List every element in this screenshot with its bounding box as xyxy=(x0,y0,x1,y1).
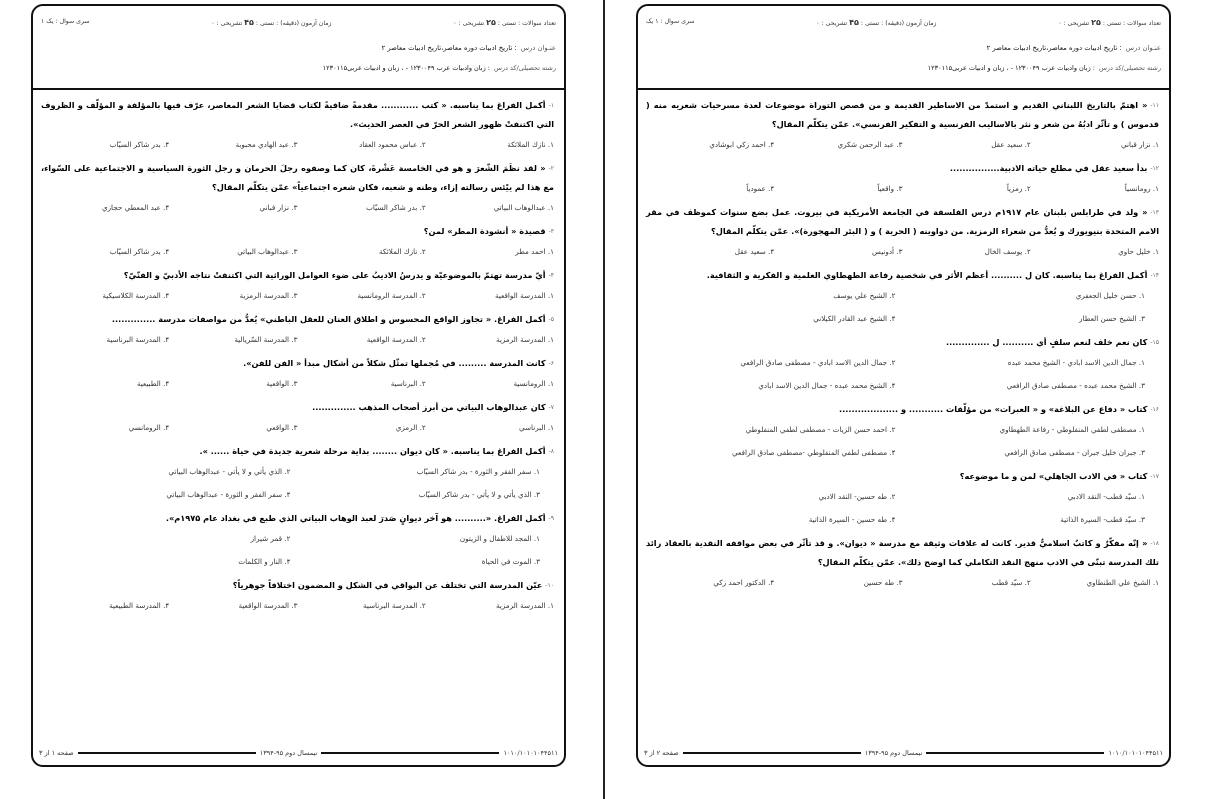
answer-option[interactable]: ۱. نزار قباني xyxy=(1121,140,1159,149)
question-text: كان عبدالوهاب البياتي من أبرز أصحاب المذهب .............. xyxy=(312,402,546,412)
question-number: ۱۰- xyxy=(545,582,554,589)
answer-option[interactable]: ۳. سيّد قطب- السيرة الذاتية xyxy=(1060,515,1145,524)
question-number: ۱۳- xyxy=(1150,209,1159,216)
question-item xyxy=(646,96,1159,149)
answer-option[interactable]: ۴. عمودياً xyxy=(746,184,775,193)
question-item xyxy=(41,576,554,610)
question-stem xyxy=(646,159,1159,178)
answer-option[interactable]: ۴. سعيد عقل xyxy=(734,247,775,256)
course-title: عنـوان درس: تاریخ ادبیات دوره معاصر،تاریخ ادبیات معاصر ۲ xyxy=(381,44,556,52)
answer-option[interactable]: ۳. عبد الهادي محبوبة xyxy=(235,140,298,149)
question-count: تعداد سوالات : تستی : ۲۵ تشریحی : ۰ xyxy=(453,18,556,27)
question-number: ۶- xyxy=(548,360,554,367)
question-item xyxy=(646,400,1159,457)
field-code: رشته تحصیلی/کد درس: زبان وادبیات عرب ۱۲۳۰۰۴۹ - ، زبان و ادبیات عربی۱۲۳۰۱۱۵ xyxy=(322,64,556,72)
answer-option[interactable]: ۴. طه حسين - السيرة الذاتية xyxy=(808,515,896,524)
answer-options xyxy=(646,140,1159,149)
answer-option[interactable]: ۱. البرناسي xyxy=(519,423,554,432)
exam-time: زمان آزمون (دقیقه) : تستی : ۴۵ تشریحی : ۰ xyxy=(816,18,937,27)
answer-option[interactable]: ۱. سفر الفقر و الثورة - بدر شاكر السيّاب xyxy=(416,467,540,476)
answer-option[interactable]: ۳. المدرسة السّريالية xyxy=(234,335,298,344)
answer-option[interactable]: ۴. الشيخ محمد عبده - جمال الدين الاسد ابادي xyxy=(758,381,896,390)
question-text: قصيدة « أنشودة المطر» لمن؟ xyxy=(423,226,546,236)
question-stem xyxy=(41,576,554,595)
answer-option[interactable]: ۲. احمد حسن الزيات - مصطفى لطفي المنفلوطي xyxy=(745,425,896,434)
answer-options xyxy=(646,425,1159,457)
header-separator xyxy=(638,88,1169,90)
header-separator xyxy=(33,88,564,90)
exam-page-1 xyxy=(31,4,566,767)
footer-page: صفحه ۱ از ۳ xyxy=(39,749,74,757)
answer-option[interactable]: ۱. مصطفى لطفي المنفلوطي - رفاعة الطهطاوي xyxy=(999,425,1145,434)
answer-options xyxy=(646,247,1159,256)
exam-header xyxy=(33,6,564,88)
exam-footer xyxy=(39,747,558,759)
center-divider xyxy=(603,0,605,799)
question-number: ۱۱- xyxy=(1150,102,1159,109)
series-label: سری سوال : ۱ یک xyxy=(646,18,695,25)
question-text: أكمل الفراغ. « تجاوز الواقع المحسوس و اطلاق العنان للعقل الباطني» يُعدُّ من مواصفات مدرسة .............. xyxy=(111,314,546,324)
question-item xyxy=(41,442,554,499)
question-text: « إنّه مفكّرٌ و كاتبٌ اسلاميٌّ قدير. كانت له علاقات وثيقة مع مدرسة « ديوان». و قد تأثّر في بعض مواقفه النقدية بالعقاد رائد تلك المدرسة تبنّى في الادب منهج النقد التكاملي كما اوضح ذلك». عمّن يتكلّم المقال؟ xyxy=(646,538,1159,567)
answer-option[interactable]: ۳. طه حسين xyxy=(863,578,903,587)
answer-option[interactable]: ۲. قمر شيراز xyxy=(250,534,291,543)
question-number: ۸- xyxy=(548,448,554,455)
question-text: « اهتمّ بالتاريخ اللبناني القديم و استمدّ من الاساطير القديمة و من قصص التوراة موضوعات لعدة مسرحيات شعريه منه ( قدموس ) و تأثّر ادبُهُ من شعر و نثر بالاساليب الفرنسية و التفكير الفرنسي». عمّن يتكلّم المقال؟ xyxy=(646,100,1159,129)
answer-option[interactable]: ۲. الذي يأتي و لا يأتي - عبدالوهاب البياتي xyxy=(168,467,291,476)
question-stem xyxy=(646,467,1159,486)
question-stem xyxy=(646,96,1159,134)
answer-option[interactable]: ۱. حسن خليل الجعفري xyxy=(1075,291,1145,300)
answer-option[interactable]: ۳. الواقعي xyxy=(266,423,298,432)
answer-option[interactable]: ۲. المدرسة الرومانسية xyxy=(357,291,426,300)
question-item xyxy=(41,159,554,212)
answer-option[interactable]: ۴. الدكتور احمد زكي xyxy=(713,578,775,587)
question-stem xyxy=(41,266,554,285)
question-text: « ولد في طرابلس بلبنان عام ۱۹۱۷م درس الفلسفة في الجامعة الأمريكية في بيروت. عمل بضع سنوات كموظف في مقر الامم المتحدة بنيويورك و يُعدُّ من شعراء الرمزية. من دواوينه ( الحرية ) و ( البئر المهجورة)». عمّن يتكلّم المقال؟ xyxy=(646,207,1159,236)
question-stem xyxy=(41,96,554,134)
answer-options xyxy=(646,492,1159,524)
answer-option[interactable]: ۱. خليل حاوي xyxy=(1118,247,1159,256)
question-number: ۹- xyxy=(548,515,554,522)
exam-time: زمان آزمون (دقیقه) : تستی : ۴۵ تشریحی : ۰ xyxy=(211,18,332,27)
series-label: سری سوال : یک ۱ xyxy=(41,18,90,25)
question-stem xyxy=(41,509,554,528)
answer-option[interactable]: ۴. المدرسة البرناسية xyxy=(106,335,170,344)
answer-option[interactable]: ۱. سيّد قطب- النقد الادبي xyxy=(1067,492,1145,501)
answer-options xyxy=(41,379,554,388)
footer-code: ۱۰۱۰/۱۰۱۰۱۰۴۴۵۱۱ xyxy=(1108,749,1163,757)
answer-option[interactable]: ۳. الذي يأتي و لا يأتي - بدر شاكر السيّاب xyxy=(418,490,540,499)
course-title: عنـوان درس: تاریخ ادبیات دوره معاصر،تاریخ ادبیات معاصر ۲ xyxy=(986,44,1161,52)
answer-options xyxy=(41,601,554,610)
answer-option[interactable]: ۲. عباس محمود العقاد xyxy=(359,140,426,149)
answer-option[interactable]: ۳. الموت في الحياة xyxy=(481,557,540,566)
answer-options xyxy=(646,184,1159,193)
exam-header xyxy=(638,6,1169,88)
question-item xyxy=(41,96,554,149)
footer-term: نیمسال دوم ۹۵-۱۳۹۴ xyxy=(259,749,318,757)
question-text: أكمل الفراغ بما يناسبه. « كان ديوان ........ بداية مرحلة شعرية جديدة في حياة ...... ». xyxy=(199,446,546,456)
answer-option[interactable]: ۱. نازك الملائكة xyxy=(507,140,554,149)
answer-option[interactable]: ۳. الشيخ محمد عبده - مصطفى صادق الرافعي xyxy=(1006,381,1145,390)
answer-option[interactable]: ۲. الرمزي xyxy=(395,423,426,432)
question-text: أكمل الفراغ. «.......... هو آخر ديوانٍ صَدرَ لعبد الوهاب البياتي الذي طبع في بغداد عام ۱۹۷۵م». xyxy=(165,513,546,523)
question-item xyxy=(41,266,554,300)
answer-option[interactable]: ۲. الشيخ علي يوسف xyxy=(833,291,896,300)
answer-option[interactable]: ۱. الرومانسية xyxy=(513,379,554,388)
question-text: عيّن المدرسة التي تختلف عن البواقي في الشكل و المضمون اختلافاً جوهرياً؟ xyxy=(232,580,543,590)
question-item xyxy=(646,534,1159,587)
exam-page-2 xyxy=(636,4,1171,767)
answer-option[interactable]: ۱. المدرسة الرمزية xyxy=(495,601,554,610)
question-text: أيّ مدرسة تهتمّ بالموضوعيّة و يدرسُ الاديبُ على ضوء العوامل الوراثية التي اكتنفتْ نتاجه الأدبيّ و الفنّيّ؟ xyxy=(123,270,546,280)
question-item xyxy=(646,333,1159,390)
answer-option[interactable]: ۱. المدرسة الواقعية xyxy=(494,291,554,300)
question-stem xyxy=(41,442,554,461)
question-item xyxy=(646,266,1159,323)
question-number: ۱۵- xyxy=(1150,339,1159,346)
answer-option[interactable]: ۳. أدونيس xyxy=(872,247,903,256)
answer-option[interactable]: ۱. المدرسة الرمزية xyxy=(495,335,554,344)
question-number: ۱۲- xyxy=(1150,165,1159,172)
answer-option[interactable]: ۲. جمال الدين الاسد ابادي - مصطفى صادق الرافعي xyxy=(740,358,896,367)
answer-option[interactable]: ۳. واقعياً xyxy=(877,184,903,193)
answer-options xyxy=(41,140,554,149)
answer-option[interactable]: ۴. الطبيعية xyxy=(136,379,170,388)
answer-options xyxy=(646,358,1159,390)
question-stem xyxy=(41,398,554,417)
answer-option[interactable]: ۴. عبد المعطي حجازي xyxy=(101,203,170,212)
answer-option[interactable]: ۱. جمال الدين الاسد ابادي - الشيخ محمد عبده xyxy=(1007,358,1145,367)
question-text: أكمل الفراغ بما يناسبه. « كتب ............ مقدمةً ضافيةً لكتاب قضايا الشعر المعاصر، عرّف فيها بالمؤلفة و المؤلّف و الظروف التي اكتنفتْ ظهور الشعر الحرّ في العصر الحديث». xyxy=(41,100,554,129)
question-text: كان نعم خلف لنعم سلفٍ أي .......... ل .............. xyxy=(945,337,1148,347)
question-stem xyxy=(41,354,554,373)
answer-option[interactable]: ۳. نزار قباني xyxy=(259,203,298,212)
question-number: ۳- xyxy=(548,228,554,235)
answer-option[interactable]: ۴. الرومانسي xyxy=(128,423,170,432)
answer-option[interactable]: ۲. بدر شاكر السيّاب xyxy=(366,203,426,212)
answer-option[interactable]: ۳. المدرسة الواقعية xyxy=(238,601,298,610)
questions-body xyxy=(638,96,1169,735)
question-text: كتاب « دفاع عن البلاغة» و « العبرات» من مؤلّفات ........... و ................... xyxy=(839,404,1148,414)
question-stem xyxy=(41,310,554,329)
question-number: ۱۴- xyxy=(1150,272,1159,279)
answer-option[interactable]: ۲. طه حسين- النقد الادبي xyxy=(818,492,896,501)
answer-options xyxy=(41,423,554,432)
answer-option[interactable]: ۲. سيّد قطب xyxy=(991,578,1031,587)
question-stem xyxy=(646,203,1159,241)
answer-options xyxy=(41,247,554,256)
question-stem xyxy=(646,266,1159,285)
answer-option[interactable]: ۲. رمزياً xyxy=(1006,184,1031,193)
answer-options xyxy=(646,291,1159,323)
question-stem xyxy=(41,159,554,197)
question-item xyxy=(41,509,554,566)
question-number: ۱۶- xyxy=(1150,406,1159,413)
question-item xyxy=(41,398,554,432)
question-number: ۵- xyxy=(548,316,554,323)
answer-option[interactable]: ۴. احمد زكي ابوشادي xyxy=(709,140,775,149)
answer-option[interactable]: ۴. بدر شاكر السيّاب xyxy=(109,247,170,256)
footer-term: نیمسال دوم ۹۵-۱۳۹۴ xyxy=(864,749,923,757)
answer-option[interactable]: ۱. رومانسياً xyxy=(1124,184,1159,193)
question-text: كانت المدرسة ......... في مُجملها تمثّل شكلاً من أشكال مبدأ « الفن للفن». xyxy=(243,358,546,368)
exam-footer xyxy=(644,747,1163,759)
questions-body xyxy=(33,96,564,735)
question-number: ۱- xyxy=(548,102,554,109)
answer-options xyxy=(41,335,554,344)
question-stem xyxy=(646,400,1159,419)
question-number: ۱۸- xyxy=(1150,540,1159,547)
answer-option[interactable]: ۴. المدرسة الكلاسيكية xyxy=(102,291,170,300)
question-text: « لقد نظَمَ الشّعرَ و هو في الخامسة عَشْرةَ، كان كما وصفوه رجلَ الحرمان و رجل الثورة السياسية و الاجتماعية على السّواء، مع هذا لم ييْئس رسالته إزاء، وطنه و شعبه، فكان شعره اجتماعياً» عمّن يتكلّم المقال؟ xyxy=(41,163,554,192)
question-item xyxy=(41,310,554,344)
question-count: تعداد سوالات : تستی : ۲۵ تشریحی : ۰ xyxy=(1058,18,1161,27)
footer-code: ۱۰۱۰/۱۰۱۰۱۰۴۴۵۱۱ xyxy=(503,749,558,757)
question-item xyxy=(646,159,1159,193)
answer-options xyxy=(41,203,554,212)
answer-options xyxy=(41,291,554,300)
field-code: رشته تحصیلی/کد درس: زبان وادبیات عرب ۱۲۳۰۰۴۹ - ، زبان و ادبیات عربی۱۲۳۰۱۱۵ xyxy=(927,64,1161,72)
question-stem xyxy=(646,333,1159,352)
question-text: بدأ سعيد عقل في مطلع حياته الادبية................ xyxy=(949,163,1148,173)
answer-option[interactable]: ۴. النار و الكلمات xyxy=(238,557,291,566)
answer-option[interactable]: ۲. سعيد عقل xyxy=(991,140,1031,149)
question-number: ۱۷- xyxy=(1150,473,1159,480)
answer-option[interactable]: ۲. المدرسة البرناسية xyxy=(363,601,426,610)
question-stem xyxy=(41,222,554,241)
answer-option[interactable]: ۴. مصطفى لطفي المنفلوطي -مصطفى صادق الرافعي xyxy=(732,448,896,457)
question-item xyxy=(646,203,1159,256)
answer-option[interactable]: ۳. عبدالوهاب البياتي xyxy=(237,247,298,256)
footer-page: صفحه ۲ از ۳ xyxy=(644,749,679,757)
answer-option[interactable]: ۲. نازك الملائكة xyxy=(378,247,426,256)
question-text: كتاب « في الادب الجاهلي» لمن و ما موضوعه؟ xyxy=(959,471,1148,481)
question-number: ۴- xyxy=(548,272,554,279)
answer-option[interactable]: ۱. عبدالوهاب البياتي xyxy=(493,203,554,212)
answer-option[interactable]: ۲. المدرسة الواقعية xyxy=(366,335,426,344)
answer-option[interactable]: ۳. عبد الرحمن شكري xyxy=(837,140,903,149)
answer-options xyxy=(41,467,554,499)
answer-options xyxy=(41,534,554,566)
question-item xyxy=(41,222,554,256)
answer-option[interactable]: ۳. المدرسة الرمزية xyxy=(239,291,298,300)
answer-option[interactable]: ۳. جبران خليل جبران - مصطفى صادق الرافعي xyxy=(1004,448,1145,457)
question-item xyxy=(646,467,1159,524)
question-stem xyxy=(646,534,1159,572)
answer-option[interactable]: ۱. احمد مطر xyxy=(515,247,554,256)
answer-options xyxy=(646,578,1159,587)
answer-option[interactable]: ۴. المدرسة الطبيعية xyxy=(109,601,170,610)
answer-option[interactable]: ۴. سفر الفقر و الثورة - عبدالوهاب البياتي xyxy=(166,490,291,499)
answer-option[interactable]: ۲. يوسف الخال xyxy=(984,247,1031,256)
answer-option[interactable]: ۳. الشيخ حسن العطار xyxy=(1079,314,1145,323)
answer-option[interactable]: ۲. البرناسية xyxy=(390,379,426,388)
answer-option[interactable]: ۱. الشيخ علي الطنطاوي xyxy=(1086,578,1159,587)
question-text: أكمل الفراغ بما يناسبه. كان ل .......... أعظم الأثر في شخصية رفاعة الطهطاوي العلمية و الفكرية و الثقافية. xyxy=(706,270,1148,280)
answer-option[interactable]: ۱. المجد للاطفال و الزيتون xyxy=(459,534,540,543)
answer-option[interactable]: ۳. الواقعية xyxy=(266,379,298,388)
question-number: ۲- xyxy=(548,165,554,172)
answer-option[interactable]: ۴. الشيخ عبد القادر الكيلاني xyxy=(813,314,896,323)
answer-option[interactable]: ۴. بدر شاكر السيّاب xyxy=(109,140,170,149)
question-item xyxy=(41,354,554,388)
question-number: ۷- xyxy=(548,404,554,411)
